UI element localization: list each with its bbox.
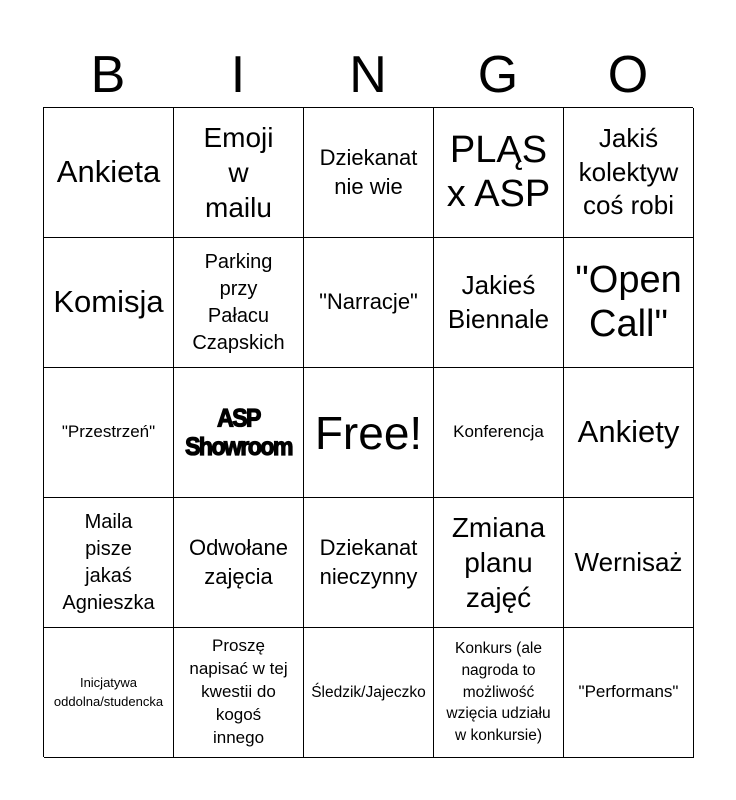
bingo-cell-r5c5 <box>564 628 694 758</box>
cell-label: Jakieś Biennale <box>447 269 550 334</box>
bingo-cell-r4c1 <box>44 498 174 628</box>
bingo-cell-r5c2 <box>174 628 304 758</box>
bingo-cell-r3c4 <box>434 368 564 498</box>
cell-label: Konferencja <box>453 422 544 442</box>
bingo-cell-r5c4 <box>434 628 564 758</box>
cell-label: Maila pisze jakaś Agnieszka <box>62 510 155 614</box>
bingo-grid <box>43 107 693 757</box>
bingo-cell-r4c2 <box>174 498 304 628</box>
cell-label: Ankiety <box>577 414 680 450</box>
cell-label: Komisja <box>53 284 164 320</box>
free-label: Free! <box>314 406 423 459</box>
bingo-cell-r2c4 <box>434 238 564 368</box>
header-letter-o: O <box>607 46 649 104</box>
bingo-cell-r1c3 <box>304 108 434 238</box>
cell-label: "Przestrzeń" <box>61 422 156 442</box>
bingo-cell-r2c1 <box>44 238 174 368</box>
bingo-cell-r1c2 <box>174 108 304 238</box>
bingo-cell-r2c3 <box>304 238 434 368</box>
bingo-cell-r3c2 <box>174 368 304 498</box>
cell-label: Proszę napisać w tej kwestii do kogoś innego <box>189 636 288 747</box>
bingo-cell-r2c5 <box>564 238 694 368</box>
cell-label: Ankieta <box>56 154 161 190</box>
bingo-cell-r2c2 <box>174 238 304 368</box>
bingo-cell-r4c4 <box>434 498 564 628</box>
cell-label: Zmiana planu zajęć <box>451 512 546 613</box>
bingo-free-cell <box>304 368 434 498</box>
cell-label: "Open Call" <box>575 258 682 345</box>
cell-label: Jakiś kolektyw coś robi <box>578 122 679 221</box>
cell-label: "Narracje" <box>319 289 418 315</box>
bingo-header <box>43 44 693 106</box>
cell-label: Parking przy Pałacu Czapskich <box>192 250 285 354</box>
bingo-cell-r1c4 <box>434 108 564 238</box>
bingo-cell-r4c3 <box>304 498 434 628</box>
bingo-cell-r5c3 <box>304 628 434 758</box>
bingo-cell-r4c5 <box>564 498 694 628</box>
header-letter-i: I <box>230 46 246 104</box>
bingo-cell-r1c1 <box>44 108 174 238</box>
bingo-cell-r1c5 <box>564 108 694 238</box>
header-letter-b: B <box>90 46 126 104</box>
asp-showroom-logo: ASP Showroom <box>185 403 292 460</box>
cell-label: Odwołane zajęcia <box>188 535 289 589</box>
cell-label: Emoji w mailu <box>203 122 274 223</box>
bingo-cell-r3c1 <box>44 368 174 498</box>
cell-label: "Performans" <box>578 682 679 702</box>
header-letter-g: G <box>477 46 519 104</box>
cell-label: Konkurs (ale nagroda to możliwość wzięcia udziału w konkursie) <box>446 640 551 745</box>
cell-label: Dziekanat nie wie <box>319 145 418 199</box>
cell-label: Śledzik/Jajeczko <box>311 683 426 701</box>
cell-label: PLĄS x ASP <box>446 128 551 215</box>
cell-label: Wernisaż <box>574 546 683 577</box>
bingo-cell-r3c5 <box>564 368 694 498</box>
cell-label: Inicjatywa oddolna/studencka <box>53 675 164 709</box>
cell-label: Dziekanat nieczynny <box>319 535 418 589</box>
header-letter-n: N <box>349 46 387 104</box>
bingo-cell-r5c1 <box>44 628 174 758</box>
